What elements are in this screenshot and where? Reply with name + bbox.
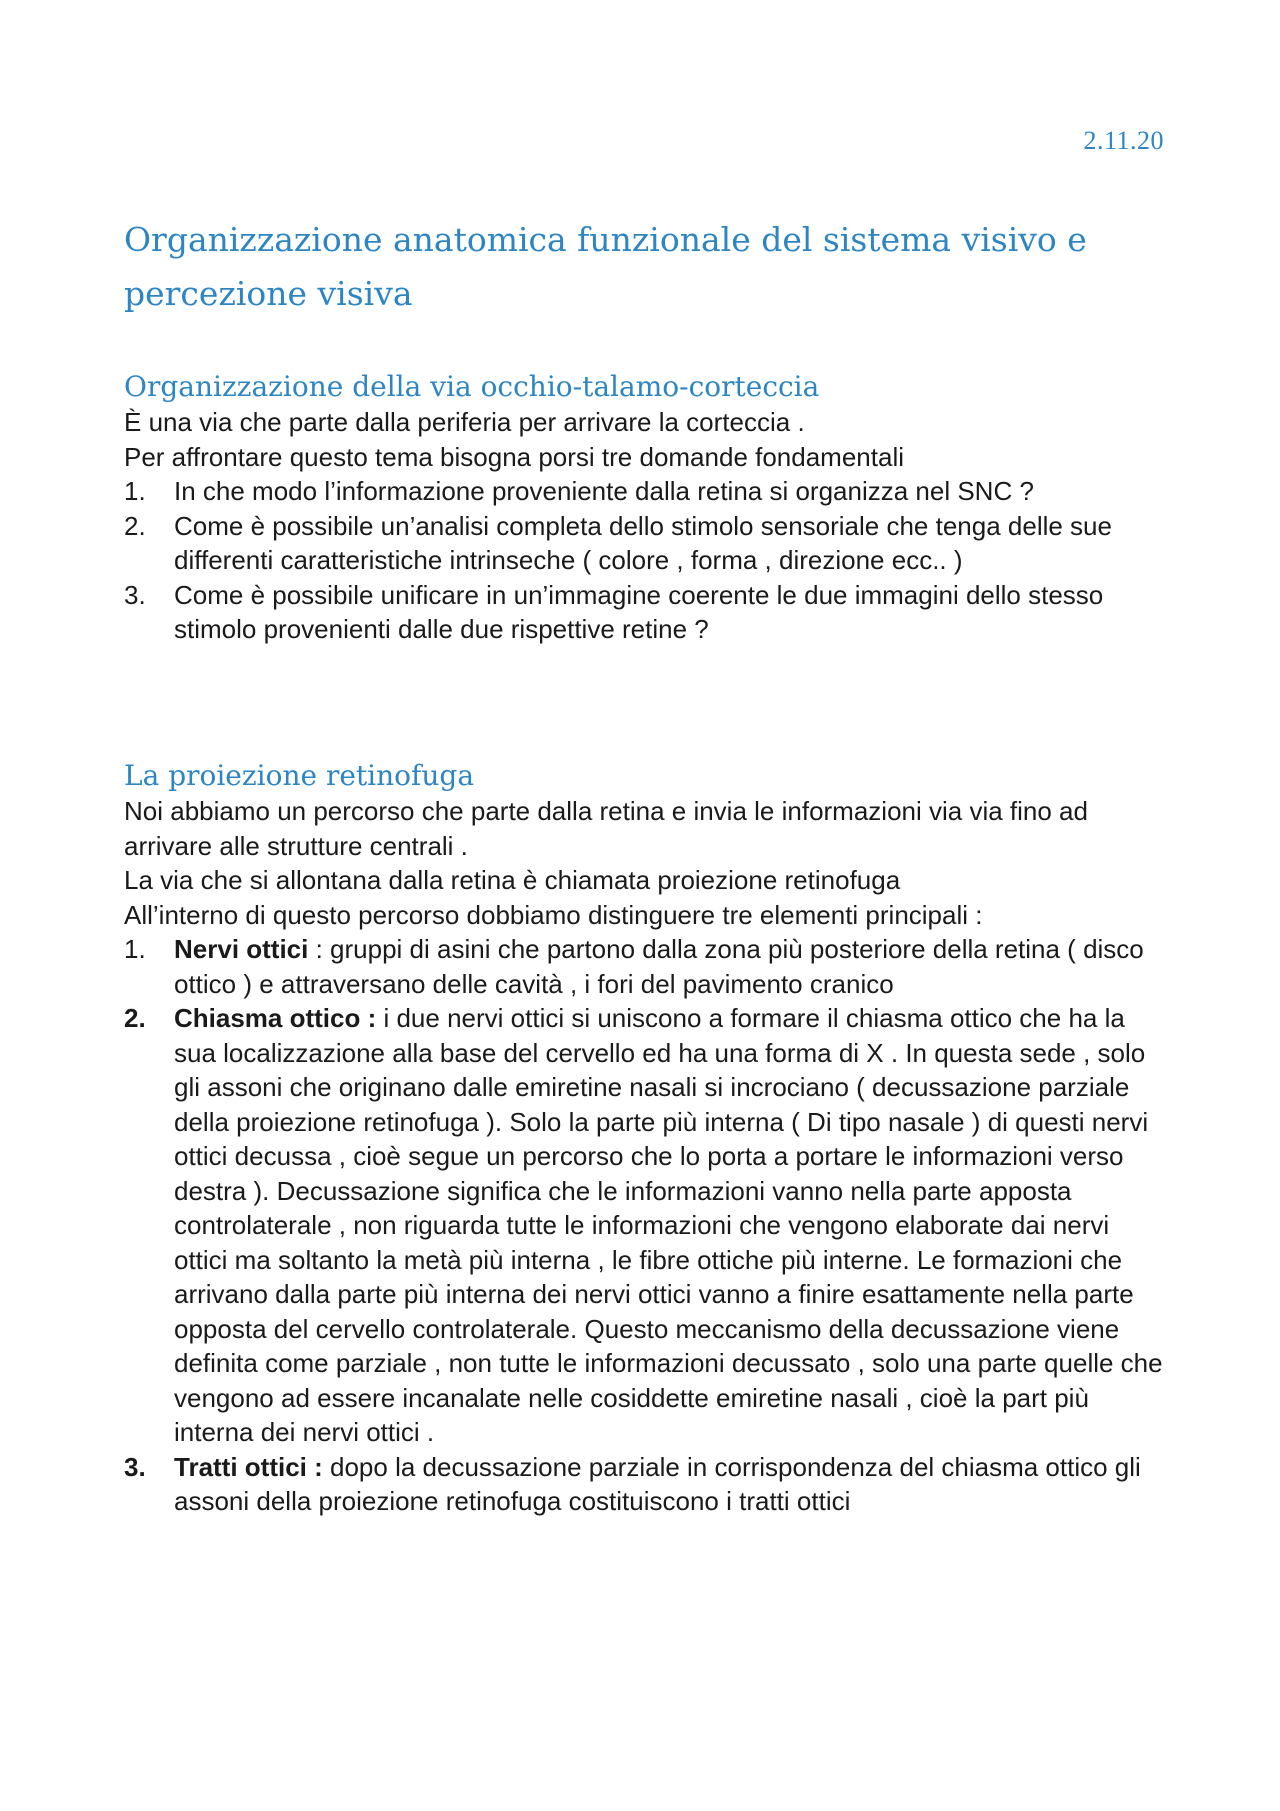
paragraph: È una via che parte dalla periferia per arrivare la corteccia . [124,407,805,437]
list-item-text: Come è possibile un’analisi completa dello stimolo sensoriale che tenga delle sue differenti caratteristiche intrinseche ( colore , forma , direzione ecc.. ) [174,510,1112,575]
section-proiezione-retinofuga [124,758,1164,1519]
paragraph: La via che si allontana dalla retina è chiamata proiezione retinofuga [124,865,901,895]
list-item [124,578,1164,647]
list-item-term: Nervi ottici [174,934,309,964]
list-item [124,474,1164,509]
list-item [124,1450,1164,1519]
paragraph: Noi abbiamo un percorso che parte dalla retina e invia le informazioni via via fino ad arrivare alle strutture centrali . [124,796,1088,861]
list-item-text: i due nervi ottici si uniscono a formare il chiasma ottico che ha la sua localizzazione alla base del cervello ed ha una forma di X . In questa sede , solo gli assoni che originano dalle emiretine nasali si incrociano ( decussazione parziale della proiezione retinofuga ). Solo la parte più interna ( Di tipo nasale ) di questi nervi ottici decussa , cioè segue un percorso che lo porta a portare le informazioni verso destra ). Decussazione significa che le informazioni vanno nella parte apposta controlaterale , non riguarda tutte le informazioni che vengono elaborate dai nervi ottici ma soltanto la metà più interna , le fibre ottiche più interne. Le formazioni che arrivano dalla parte più interna dei nervi ottici vanno a finire esattamente nella parte opposta del cervello controlaterale. Questo meccanismo della decussazione viene definita come parziale , non tutte le informazioni decussato , solo una parte quelle che vengono ad essere incanalate nelle cosiddette emiretine nasali , cioè la part più interna dei nervi ottici . [174,1003,1163,1447]
list-item-term: Tratti ottici : [174,1451,323,1482]
list-item-text: In che modo l’informazione proveniente dalla retina si organizza nel SNC ? [174,476,1034,506]
numbered-list [124,474,1164,647]
list-item [124,1001,1164,1450]
paragraph: All’interno di questo percorso dobbiamo distinguere tre elementi principali : [124,899,983,930]
document-date: 2.11.20 [1083,126,1164,155]
list-item [124,509,1164,578]
numbered-list [124,932,1164,1519]
section-heading: Organizzazione della via occhio-talamo-corteccia [124,370,820,403]
list-number: 3. [124,1451,146,1482]
list-number: 2. [124,510,146,541]
list-item-text: : gruppi di asini che partono dalla zona più posteriore della retina ( disco ottico ) e attraversano delle cavità , i fori del pavimento cranico [174,934,1144,999]
list-item [124,932,1164,1001]
list-number: 1. [124,934,146,964]
list-item-term: Chiasma ottico : [174,1003,377,1033]
section-via-occhio-talamo-corteccia [124,369,1164,647]
list-number: 2. [124,1003,146,1033]
section-body [124,794,1164,1519]
document-title: Organizzazione anatomica funzionale del sistema visivo e percezione visiva [124,220,1087,313]
section-body [124,405,1164,647]
list-number: 3. [124,579,146,610]
paragraph: Per affrontare questo tema bisogna porsi tre domande fondamentali [124,441,904,472]
list-item-text: Come è possibile unificare in un’immagine coerente le due immagini dello stesso stimolo provenienti dalle due rispettive retine ? [174,579,1104,644]
list-number: 1. [124,476,146,506]
section-heading: La proiezione retinofuga [124,759,475,792]
list-item-text: dopo la decussazione parziale in corrispondenza del chiasma ottico gli assoni della proiezione retinofuga costituiscono i tratti ottici [174,1451,1141,1516]
